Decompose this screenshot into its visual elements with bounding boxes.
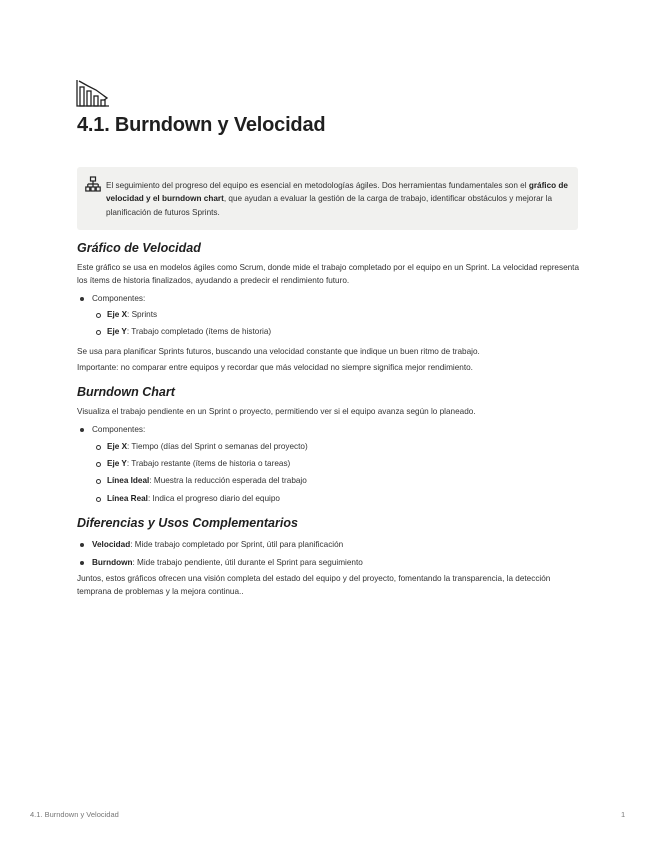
hierarchy-icon — [85, 176, 101, 192]
bullet-circle — [96, 330, 101, 335]
bullet-circle — [96, 497, 101, 502]
bullet-circle — [96, 462, 101, 467]
differences-item-burndown: Burndown: Mide trabajo pendiente, útil durante el Sprint para seguimiento — [92, 558, 363, 567]
burndown-intro: Visualiza el trabajo pendiente en un Sprint o proyecto, permitiendo ver si el equipo avanza según lo planeado. — [77, 407, 476, 416]
bullet-dot — [80, 428, 84, 432]
differences-item-velocity: Velocidad: Mide trabajo completado por Sprint, útil para planificación — [92, 540, 344, 549]
burndown-item-real: Línea Real: Indica el progreso diario del equipo — [107, 494, 280, 503]
footer-title: 4.1. Burndown y Velocidad — [30, 810, 119, 819]
bullet-circle — [96, 445, 101, 450]
bullet-circle — [96, 479, 101, 484]
bullet-dot — [80, 561, 84, 565]
burndown-heading: Burndown Chart — [77, 385, 175, 399]
page-title: 4.1. Burndown y Velocidad — [77, 114, 326, 136]
burndown-item-x: Eje X: Tiempo (días del Sprint o semanas del proyecto) — [107, 442, 308, 451]
velocity-item-x: Eje X: Sprints — [107, 310, 158, 319]
differences-conclusion: Juntos, estos gráficos ofrecen una visión completa del estado del equipo y del proyecto, fomentando la transparencia, la detección temprana de problemas y la mejora continua.. — [77, 574, 551, 596]
burndown-components-label: Componentes: — [92, 425, 146, 434]
burndown-item-ideal: Línea Ideal: Muestra la reducción esperada del trabajo — [107, 476, 307, 485]
velocity-item-y: Eje Y: Trabajo completado (ítems de historia) — [107, 327, 272, 336]
differences-heading: Diferencias y Usos Complementarios — [77, 516, 298, 530]
velocity-note-2: Importante: no comparar entre equipos y recordar que más velocidad no siempre significa mejor rendimiento. — [77, 363, 473, 372]
callout-text: El seguimiento del progreso del equipo es esencial en metodologías ágiles. Dos herramientas fundamentales son el gráfico de velocidad y el burndown chart, que ayudan a evaluar la gestión de la carga de trabajo, identificar obstáculos y mejorar la planificación de futuros Sprints. — [106, 181, 568, 217]
intro-callout — [77, 167, 578, 230]
burndown-item-y: Eje Y: Trabajo restante (ítems de historia o tareas) — [107, 459, 291, 468]
velocity-components-label: Componentes: — [92, 294, 146, 303]
burndown-chart-icon — [76, 78, 110, 108]
bullet-dot — [80, 297, 84, 301]
page-number: 1 — [621, 810, 626, 819]
velocity-heading: Gráfico de Velocidad — [77, 241, 201, 255]
velocity-intro: Este gráfico se usa en modelos ágiles como Scrum, donde mide el trabajo completado por el equipo en un Sprint. La velocidad representa los ítems de historia finalizados, ayudando a predecir el rendimiento futuro. — [77, 263, 580, 285]
bullet-dot — [80, 543, 84, 547]
velocity-note-1: Se usa para planificar Sprints futuros, buscando una velocidad constante que indique un buen ritmo de trabajo. — [77, 347, 480, 356]
bullet-circle — [96, 313, 101, 318]
